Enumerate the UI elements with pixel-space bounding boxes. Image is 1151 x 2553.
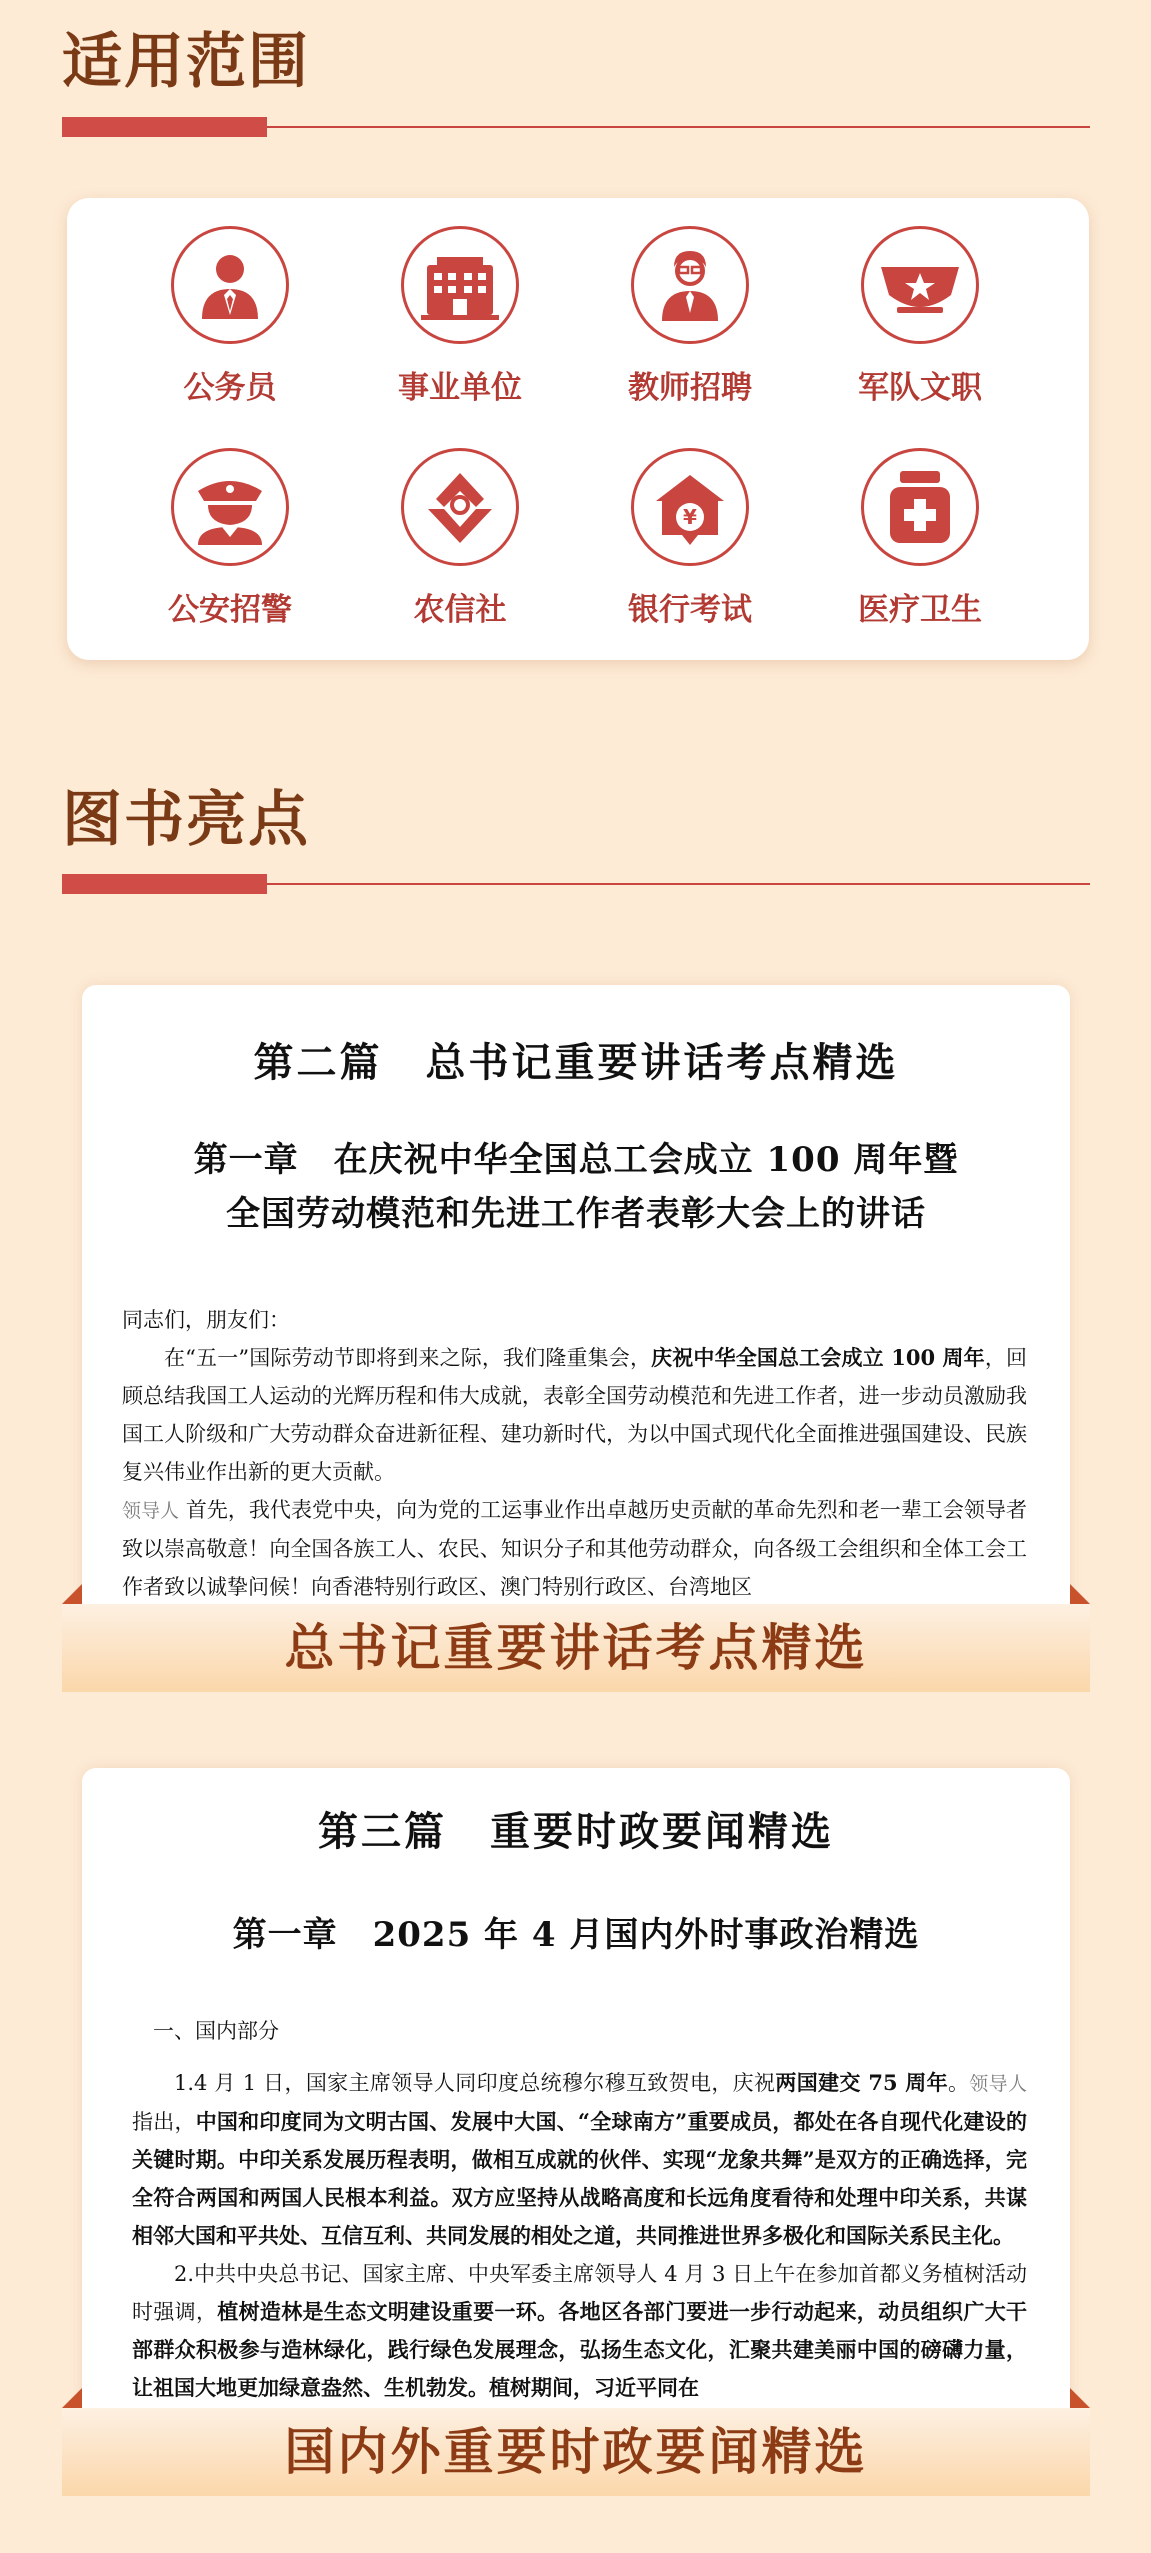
scope-card (67, 198, 1089, 660)
banner-fold-left (62, 2388, 82, 2408)
book-page-sample-1 (82, 985, 1070, 1605)
scope-label: 银行考试 (628, 592, 752, 628)
scope-item-military (820, 226, 1020, 407)
greeting: 同志们，朋友们： (122, 1308, 290, 1332)
paragraph: 1.4 月 1 日，国家主席领导人同印度总统穆尔穆互致贺电，庆祝两国建交 75 周年。领导人指出，中国和印度同为文明古国、发展中大国、“全球南方”重要成员，都处在各自现代化建设的关键时期。中印关系发展历程表明，做相互成就的伙伴、实现“龙象共舞”是双方的正确选择，完全符合两国和两国人民根本利益。双方应坚持从战略高度和长远角度看待和处理中印关系，共谋相邻大国和平共处、互信互利、共同发展的相处之道，共同推进世界多极化和国际关系民主化。 (132, 2070, 1027, 2248)
military-star-icon (861, 226, 979, 344)
scope-label: 农信社 (413, 592, 507, 628)
scope-item-police (130, 448, 330, 629)
scope-title-divider (62, 117, 1090, 137)
paragraph: 领导人 首先，我代表党中央，向为党的工运事业作出卓越历史贡献的革命先烈和老一辈工会领导者致以崇高敬意！向全国各族工人、农民、知识分子和其他劳动群众，向各级工会组织和全体工会工作者致以诚挚问候！向香港特别行政区、澳门特别行政区、台湾地区 (122, 1498, 1027, 1599)
part-title: 第三篇 重要时政要闻精选 (318, 1809, 834, 1855)
highlights-title-divider (62, 874, 1090, 894)
scope-item-medical (820, 448, 1020, 629)
scope-item-public-institution (360, 226, 560, 407)
book-page-sample-2 (82, 1768, 1070, 2408)
bank-yuan-icon (631, 448, 749, 566)
rural-credit-icon (401, 448, 519, 566)
svg-text:¥: ¥ (683, 505, 697, 529)
chapter-title-line-1: 第一章 在庆祝中华全国总工会成立 100 周年暨 (193, 1140, 959, 1180)
scope-item-civil-servant (130, 226, 330, 407)
page-body-text (122, 1301, 1027, 1605)
watermark-text: 领导人 (122, 1500, 180, 1522)
medical-cross-icon (861, 448, 979, 566)
chapter-title (82, 1133, 1070, 1241)
civil-servant-icon (171, 226, 289, 344)
chapter-title-line-2: 全国劳动模范和先进工作者表彰大会上的讲话 (226, 1194, 926, 1234)
chapter-title: 第一章 2025 年 4 月国内外时事政治精选 (232, 1915, 920, 1955)
scope-label: 医疗卫生 (858, 592, 982, 628)
highlights-section-title: 图书亮点 (62, 785, 310, 855)
watermark-text: 领导人 (969, 2073, 1027, 2095)
scope-label: 公务员 (183, 370, 277, 406)
scope-label: 军队文职 (858, 370, 982, 406)
teacher-icon (631, 226, 749, 344)
paragraph: 2.中共中央总书记、国家主席、中央军委主席领导人 4 月 3 日上午在参加首都义务植树活动时强调，植树造林是生态文明建设重要一环。各地区各部门要进一步行动起来，动员组织广大干部群众积极参与造林绿化，践行绿色发展理念，弘扬生态文化，汇聚共建美丽中国的磅礴力量，让祖国大地更加绿意盎然、生机勃发。植树期间，习近平同在 (132, 2262, 1028, 2400)
banner-fold-right (1070, 1584, 1090, 1604)
sub-heading: 一、国内部分 (153, 2019, 279, 2043)
scope-label: 事业单位 (398, 370, 522, 406)
scope-label: 公安招警 (168, 592, 292, 628)
scope-item-teacher (590, 226, 790, 407)
police-icon (171, 448, 289, 566)
banner-text: 国内外重要时政要闻精选 (284, 2423, 868, 2481)
banner-fold-right (1070, 2388, 1090, 2408)
scope-label: 教师招聘 (628, 370, 752, 406)
building-icon (401, 226, 519, 344)
banner-text: 总书记重要讲话考点精选 (284, 1619, 868, 1677)
scope-section-title: 适用范围 (62, 27, 310, 97)
page-body-text (132, 2012, 1027, 2407)
scope-item-bank (590, 448, 790, 629)
paragraph: 在“五一”国际劳动节即将到来之际，我们隆重集会，庆祝中华全国总工会成立 100 周年，回顾总结我国工人运动的光辉历程和伟大成就，表彰全国劳动模范和先进工作者，进一步动员激励我国工人阶级和广大劳动群众奋进新征程、建功新时代，为以中国式现代化全面推进强国建设、民族复兴伟业作出新的更大贡献。 (122, 1345, 1027, 1484)
highlight-banner-1 (62, 1604, 1090, 1692)
scope-item-rural-credit (360, 448, 560, 629)
banner-fold-left (62, 1584, 82, 1604)
highlight-banner-2 (62, 2408, 1090, 2496)
part-title: 第二篇 总书记重要讲话考点精选 (253, 1040, 899, 1086)
